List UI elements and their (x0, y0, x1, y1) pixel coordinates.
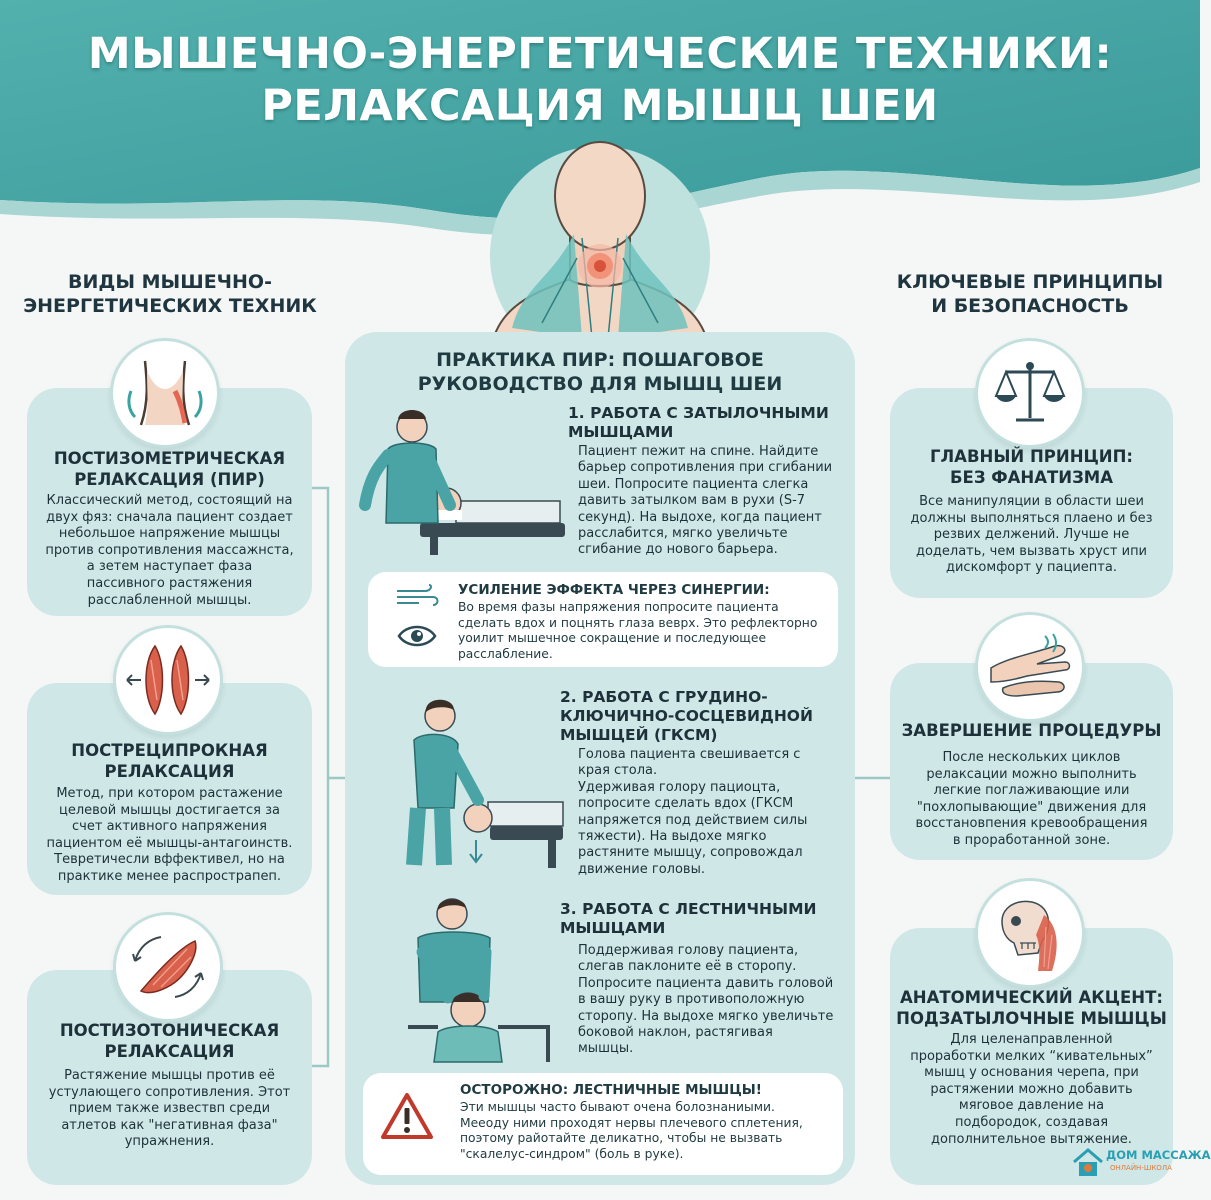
house-logo-icon (1072, 1146, 1104, 1178)
step2-illustration (378, 690, 563, 870)
logo-name: ДОМ МАССАЖА (1106, 1148, 1211, 1162)
step1-illustration (360, 405, 565, 555)
muscle-pair-icon (123, 640, 213, 720)
synergy-text: Во время фазы напряжения попросите пациента сделать вдох и поцнять глаза веврх. Это рефлекторно уоилит мышечное сокращение и последующее расслабление. (458, 600, 818, 661)
warning-title: ОСТОРОЖНО: ЛЕСТНИЧНЫЕ МЫШЦЫ! (460, 1082, 762, 1098)
brand-logo[interactable] (1072, 1142, 1211, 1190)
anatomy-title: АНАТОМИЧЕСКИЙ АКЦЕНТ: ПОДЗАТЫЛОЧНЫЕ МЫШЦЫ (896, 988, 1167, 1028)
principle-title: ГЛАВНЫЙ ПРИНЦИП: БЕЗ ФАНАТИЗМА (929, 447, 1134, 487)
massage-hands-icon (987, 632, 1073, 702)
step2-title: 2. РАБОТА С ГРУДИНО- КЛЮЧИЧНО-СОСЦЕВИДНОЙ МЫШЦЕЙ (ГКСМ) (560, 688, 813, 744)
principle-text: Все манипуляции в области шеи должны выполняться плаено и без резвих делжений. Лучше не доделать, чем вызвать хруст ипи дискомфорт у пациепта. (910, 494, 1153, 576)
neck-anatomy-illustration (482, 138, 718, 344)
skull-neck-icon (988, 891, 1072, 975)
anatomy-text: Для целенаправленной проработки мелких “кивательных” мышц у основания черепа, при растяжении можно добавить мяrовое давление на подбородок, создавая дополнительное вытяжение. (910, 1032, 1153, 1147)
step3-text: Поддерживая голову пациента, слегав паклоните её в сторопу. Попросите пациента давить головой в вашу руку в противоположную сторопу. На выдохе мягко увеличьте боковой наклон, растягивая мышцы. (578, 943, 834, 1057)
completion-title: ЗАВЕРШЕНИЕ ПРОЦЕДУРЫ (901, 721, 1162, 740)
step3-title: 3. РАБОТА С ЛЕСТНИЧНЫМИ МЫШЦАМИ (560, 900, 817, 937)
step1-title: 1. РАБОТА С ЗАТЫЛОЧНЫМИ МЫШЦАМИ (568, 404, 829, 441)
stretched-muscle-icon-circle (113, 912, 223, 1022)
title-line-2: РЕЛАКСАЦИЯ МЫШЦ ШЕИ (261, 81, 939, 131)
scales-icon-circle (975, 338, 1085, 448)
breath-icon (395, 585, 439, 609)
pir-title: ПОСТИЗОМЕТРИЧЕСКАЯ РЕЛАКСАЦИЯ (ПИР) (53, 449, 286, 489)
right-section-heading: КЛЮЧЕВЫЕ ПРИНЦИПЫ И БЕЗОПАСНОСТЬ (896, 271, 1164, 317)
logo-subtitle: ОНЛАЙН-ШКОЛА (1110, 1164, 1172, 1172)
step2-text: Голова пациента свешивается с края стола. Удерживая голору пациоцта, попросите сделать вдох (ГКСМ напряжется под действием силы тяжести). На выдохе мягко растяните мышцу, сопровождал движение головы. (578, 747, 808, 877)
warning-icon (380, 1092, 434, 1140)
left-section-heading: ВИДЫ МЫШЕЧНО- ЭНЕРГЕТИЧЕСКИХ ТЕХНИК (23, 271, 317, 317)
muscle-pair-icon-circle (113, 625, 223, 735)
synergy-title: УСИЛЕНИЕ ЭФФЕКТА ЧЕРЕЗ СИНЕРГИИ: (458, 582, 770, 598)
isotonic-text: Растяжение мышцы против её устулающего сопротивления. Этот прием также извествп среди атлетов как "негативная фаза" упражнения. (48, 1068, 291, 1150)
pir-guide-title: ПРАКТИКА ПИР: ПОШАГОВОЕ РУКОВОДСТВО ДЛЯ МЫШЦ ШЕИ (417, 349, 783, 395)
title-line-1: МЫШЕЧНО-ЭНЕРГЕТИЧЕСКИЕ ТЕХНИКИ: (87, 29, 1113, 79)
stretched-muscle-icon (123, 927, 213, 1007)
neck-icon-circle (110, 338, 220, 448)
completion-text: После нескольких циклов релаксации можно выполнить легкие поглаживающие или "похлопывающие" движения для восстановпения кревообращения в проработанной зоне. (915, 750, 1148, 848)
neck-icon (123, 351, 207, 435)
eye-icon (397, 622, 437, 650)
reciprocal-title: ПОСТРЕЦИПРОКНАЯ РЕЛАКСАЦИЯ (71, 741, 268, 781)
massage-hands-icon-circle (975, 612, 1085, 722)
isotonic-title: ПОСТИЗОТОНИЧЕСКАЯ РЕЛАКСАЦИЯ (59, 1021, 280, 1061)
skull-neck-icon-circle (975, 878, 1085, 988)
step3-illustration (398, 892, 558, 1062)
scales-icon (992, 358, 1068, 428)
pir-text: Классический метод, состоящий на двух фяз: сначала пациент создает небольшое напряжение мышцы против сопротивления массажнста, а зетем наступает фаза пассивного растяжения расслабленной мышцы. (45, 493, 294, 608)
reciprocal-text: Метод, при котором растажение целевой мышцы достигается за счет активного напряжения пациентом её мышцы-антагоинств. Тевретичесли вффективел, но на практике менее распрострапеп. (46, 786, 293, 884)
warning-text: Эти мышцы часто бывают очена болознаниыми. Мееоду ними проходят нервы плечевого сплетения, поэтому райотайте деликатно, чтобы не вызвать "скалелус-синдром" (боль в руке). (460, 1100, 803, 1161)
step1-text: Пациент пежит на спине. Найдите барьер сопротивления при сгибании шеи. Попросите пациента слегка давить затылком вам в рухи (S-7 секунд). На выдохе, когда пациент расслабится, мягко увеличьте сгибание до нового барьера. (578, 444, 833, 558)
page-title (0, 28, 1200, 132)
